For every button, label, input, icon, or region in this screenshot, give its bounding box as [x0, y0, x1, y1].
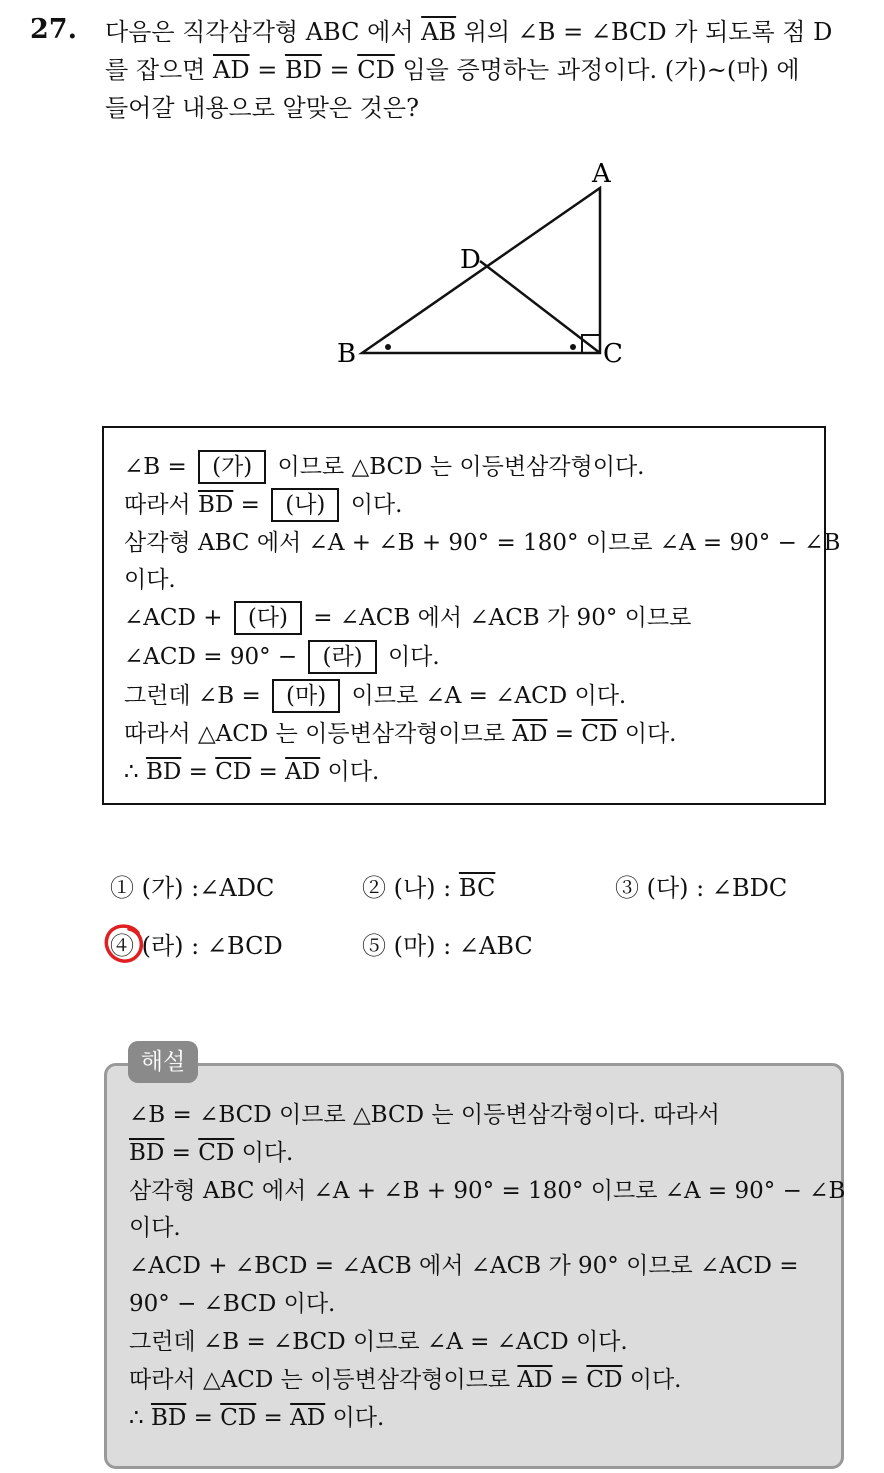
segment-ad: $\overline{AD}$ — [213, 56, 250, 84]
segment-ad: $\overline{AD}$ — [290, 1405, 326, 1431]
solution-box — [104, 1063, 844, 1469]
blank-da: (다) — [234, 601, 302, 635]
text: 이다. — [622, 1367, 682, 1393]
text: 이므로 △BCD 는 이등변삼각형이다. — [270, 454, 645, 480]
text: 이다. — [380, 644, 440, 670]
proof-line-3: 삼각형 ABC 에서 ∠A + ∠B + 90° = 180° 이므로 ∠A = 90° − ∠B — [124, 530, 841, 556]
segment-ab: $\overline{AB}$ — [421, 18, 457, 46]
text: = — [321, 56, 358, 84]
text: = — [186, 1405, 221, 1431]
solution-line-1: ∠B = ∠BCD 이므로 △BCD 는 이등변삼각형이다. 따라서 — [129, 1102, 720, 1128]
text: 이므로 ∠A = ∠ACD 이다. — [344, 683, 627, 709]
text: 임을 증명하는 과정이다. (가)~(마) 에 — [394, 56, 800, 84]
solution-line-8 — [129, 1363, 682, 1397]
question-line-1 — [105, 14, 832, 50]
text: 를 잡으면 — [105, 56, 213, 84]
text: 이다. — [343, 492, 403, 518]
text: ∠ACD = 90° − — [124, 644, 305, 670]
text: 그런데 ∠B = — [124, 683, 269, 709]
text: ∴ — [129, 1405, 151, 1431]
proof-line-2 — [124, 488, 402, 522]
choice-3[interactable]: ③ (다) : ∠BDC — [615, 874, 788, 902]
text: ② (나) : — [362, 874, 459, 902]
proof-line-8 — [124, 717, 677, 751]
segment-cd: $\overline{CD}$ — [357, 56, 395, 84]
segment-bd: $\overline{BD}$ — [197, 492, 234, 518]
text: = — [181, 759, 216, 785]
text: = — [233, 492, 268, 518]
segment-bc: $\overline{BC}$ — [458, 874, 496, 902]
text: ∴ — [124, 759, 146, 785]
segment-bd: $\overline{BD}$ — [129, 1140, 165, 1166]
proof-line-9 — [124, 755, 379, 789]
solution-line-9 — [129, 1401, 384, 1435]
solution-line-6: 90° − ∠BCD 이다. — [129, 1291, 336, 1317]
proof-line-5 — [124, 601, 691, 635]
segment-cd: $\overline{CD}$ — [586, 1367, 623, 1393]
segment-cd: $\overline{CD}$ — [220, 1405, 257, 1431]
proof-line-1 — [124, 450, 644, 484]
solution-line-7: 그런데 ∠B = ∠BCD 이므로 ∠A = ∠ACD 이다. — [129, 1329, 628, 1355]
segment-bd: $\overline{BD}$ — [150, 1405, 187, 1431]
segment-bd: $\overline{BD}$ — [284, 56, 322, 84]
question-line-2 — [105, 52, 800, 88]
triangle-figure — [330, 160, 650, 380]
question-line-3: 들어갈 내용으로 알맞은 것은? — [105, 94, 419, 122]
proof-line-4: 이다. — [124, 567, 176, 593]
label-b: B — [337, 339, 357, 369]
choice-2[interactable] — [362, 868, 495, 903]
text: = — [249, 56, 285, 84]
text: 이다. — [617, 721, 677, 747]
proof-line-7 — [124, 679, 626, 713]
choice-number: ④ — [110, 932, 134, 960]
text: = — [164, 1140, 199, 1166]
segment-ad: $\overline{AD}$ — [517, 1367, 553, 1393]
text: = — [552, 1367, 587, 1393]
solution-line-4: 이다. — [129, 1215, 181, 1241]
blank-ma: (마) — [272, 679, 340, 713]
solution-line-3: 삼각형 ABC 에서 ∠A + ∠B + 90° = 180° 이므로 ∠A = 90° − ∠B — [129, 1178, 846, 1204]
proof-box — [102, 426, 841, 805]
text: 따라서 — [124, 492, 198, 518]
angle-bcd-dot — [570, 344, 576, 350]
answer-circle-mark — [102, 921, 146, 965]
text: ∠ACD + — [124, 605, 230, 631]
blank-ra: (라) — [308, 640, 376, 674]
label-c: C — [603, 339, 623, 369]
angle-b-dot — [385, 344, 391, 350]
choice-5[interactable]: ⑤ (마) : ∠ABC — [362, 932, 533, 960]
segment-ad: $\overline{AD}$ — [512, 721, 548, 747]
triangle-abc — [362, 188, 600, 353]
solution-tag: 해설 — [128, 1041, 198, 1083]
label-d: D — [460, 245, 481, 275]
text: 위의 ∠B = ∠BCD 가 되도록 점 D — [456, 18, 833, 46]
blank-na: (나) — [271, 488, 339, 522]
text: = — [256, 1405, 291, 1431]
text: 이다. — [320, 759, 380, 785]
text: ∠B = — [124, 454, 195, 480]
label-a: A — [592, 160, 611, 189]
segment-cd: $\overline{CD}$ — [198, 1140, 235, 1166]
segment-ad: $\overline{AD}$ — [285, 759, 321, 785]
choice-1[interactable]: ① (가) :∠ADC — [110, 874, 275, 902]
solution-line-5: ∠ACD + ∠BCD = ∠ACB 에서 ∠ACB 가 90° 이므로 ∠ACD = — [129, 1253, 799, 1279]
text: = — [251, 759, 286, 785]
text: 이다. — [325, 1405, 385, 1431]
question-number: 27. — [30, 14, 77, 45]
segment-cd: $\overline{CD}$ — [581, 721, 618, 747]
text: (라) : ∠BCD — [134, 932, 283, 960]
text: = ∠ACB 에서 ∠ACB 가 90° 이므로 — [306, 605, 692, 631]
proof-line-6 — [124, 640, 440, 674]
segment-cd: $\overline{CD}$ — [215, 759, 252, 785]
text: 따라서 △ACD 는 이등변삼각형이므로 — [124, 721, 513, 747]
segment-bd: $\overline{BD}$ — [145, 759, 182, 785]
text: 이다. — [234, 1140, 294, 1166]
solution-line-2 — [129, 1136, 293, 1170]
text: = — [547, 721, 582, 747]
blank-ga: (가) — [198, 450, 266, 484]
text: 다음은 직각삼각형 ABC 에서 — [105, 18, 422, 46]
text: 따라서 △ACD 는 이등변삼각형이므로 — [129, 1367, 518, 1393]
